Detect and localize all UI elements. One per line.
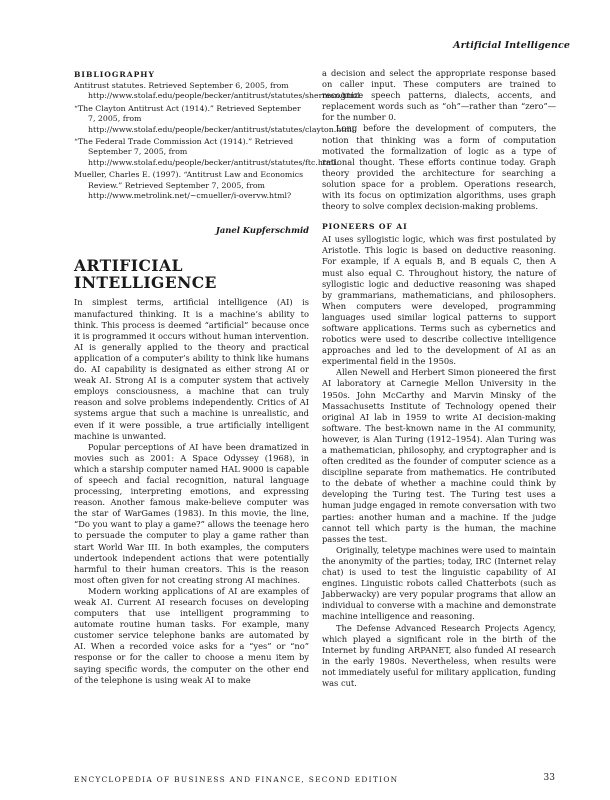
section-heading: PIONEERS OF AI [322, 222, 408, 232]
article-title: ARTIFICIAL INTELLIGENCE [74, 256, 217, 293]
body-paragraph: In simplest terms, artificial intelligence (AI) is manufactured thinking. It is a machine’s ability to think. This process is deemed “artificial” because once it is programmed it occurs without human intervention. AI is generally applied to the theory and practical application of a computer’s ability to think like humans do. AI capability is designated as either strong AI or weak AI. Strong AI is a computer system that actively employs consciousness, a machine that can truly reason and solve problems independently. Critics of AI systems argue that such a machine is unrealistic, and even if it were possible, a true artificially intelligent machine is unwanted. [74, 297, 309, 441]
bibliography-entry: Mueller, Charles E. (1997). “Antitrust Law and Economics Review.” Retrieved September 7, 2005, from http://www.metrolink.net/~cmueller/i-overvw.html? [74, 170, 304, 201]
body-paragraph: AI uses syllogistic logic, which was first postulated by Aristotle. This logic is based on deductive reasoning. For example, if A equals B, and B equals C, then A must also equal C. Throughout history, the nature of syllogistic logic and deductive reasoning was shaped by grammarians, mathematicians, and philosophers. When computers were developed, programming languages used similar logical patterns to support software applications. Terms such as cybernetics and robotics were used to describe collective intelligence approaches and led to the development of AI as an experimental field in the 1950s. [322, 234, 556, 367]
bibliography-heading: BIBLIOGRAPHY [74, 70, 155, 79]
body-paragraph: Originally, teletype machines were used to maintain the anonymity of the parties; today, IRC (Internet relay chat) is used to test the linguistic capability of AI engines. Linguistic robots called Chatterbots (such as Jabberwacky) are very popular programs that allow an individual to converse with a machine and demonstrate machine intelligence and reasoning. [322, 544, 556, 622]
bibliography-entry: Antitrust statutes. Retrieved September 6, 2005, from http://www.stolaf.edu/people/becker/antitrust/statutes/sherman.html. [74, 81, 363, 101]
body-paragraph: Modern working applications of AI are examples of weak AI. Current AI research focuses on developing computers that use intelligent programming to automate routine human tasks. For example, many customer service telephone banks are automated by AI. When a recorded voice asks for a “yes” or “no” response or for the caller to choose a menu item by saying specific words, the computer on the other end of the telephone is using weak AI to make [74, 585, 309, 685]
running-head: Artificial Intelligence [453, 40, 570, 51]
body-paragraph: Allen Newell and Herbert Simon pioneered the first AI laboratory at Carnegie Mellon University in the 1950s. John McCarthy and Marvin Minsky of the Massachusetts Institute of Technology opened their original AI lab in 1959 to write AI decision-making software. The best-known name in the AI community, however, is Alan Turing (1912–1954). Alan Turing was a mathematician, philosophy, and cryptographer and is often credited as the founder of computer science as a discipline separate from mathematics. He contributed to the debate of whether a machine could think by developing the Turing test. The Turing test uses a human judge engaged in remote conversation with two parties: another human and a machine. If the judge cannot tell which party is the human, the machine passes the test. [322, 367, 556, 544]
page-number: 33 [543, 773, 555, 783]
bibliography-entry: “The Federal Trade Commission Act (1914).” Retrieved September 7, 2005, from http://www.stolaf.edu/people/becker/antitrust/statutes/ftc.html. [74, 137, 339, 167]
footer-book-title: ENCYCLOPEDIA OF BUSINESS AND FINANCE, SECOND EDITION [74, 775, 399, 784]
right-column [322, 68, 556, 689]
body-paragraph: The Defense Advanced Research Projects Agency, which played a significant role in the birth of the Internet by funding ARPANET, also funded AI research in the early 1980s. Nevertheless, when results were not immediately useful for military application, funding was cut. [322, 622, 556, 688]
author-name: Janel Kupferschmid [215, 225, 309, 236]
bibliography-entry: “The Clayton Antitrust Act (1914).” Retrieved September 7, 2005, from http://www.stolaf.edu/people/becker/antitrust/statutes/clayton.html. [74, 103, 357, 134]
body-paragraph: Long before the development of computers, the notion that thinking was a form of computation motivated the formalization of logic as a type of rational thought. These efforts continue today. Graph theory provided the architecture for searching a solution space for a problem. Operations research, with its focus on optimization algorithms, uses graph theory to solve complex decision-making problems. [322, 123, 556, 212]
body-paragraph: a decision and select the appropriate response based on caller input. These computers are trained to recognize speech patterns, dialects, accents, and replacement words such as “oh”—rather than “zero”—for the number 0. [322, 68, 556, 123]
body-paragraph: Popular perceptions of AI have been dramatized in movies such as 2001: A Space Odyssey (1968), in which a starship computer named HAL 9000 is capable of speech and facial recognition, natural language processing, interpreting emotions, and expressing reason. Another famous make-believe computer was the star of WarGames (1983). In this movie, the line, “Do you want to play a game?” allows the teenage hero to persuade the computer to play a game rather than start World War III. In both examples, the computers undertook independent actions that were potentially harmful to their human creators. This is the reason most often given for not creating strong AI machines. [74, 441, 309, 585]
left-column [74, 68, 363, 686]
